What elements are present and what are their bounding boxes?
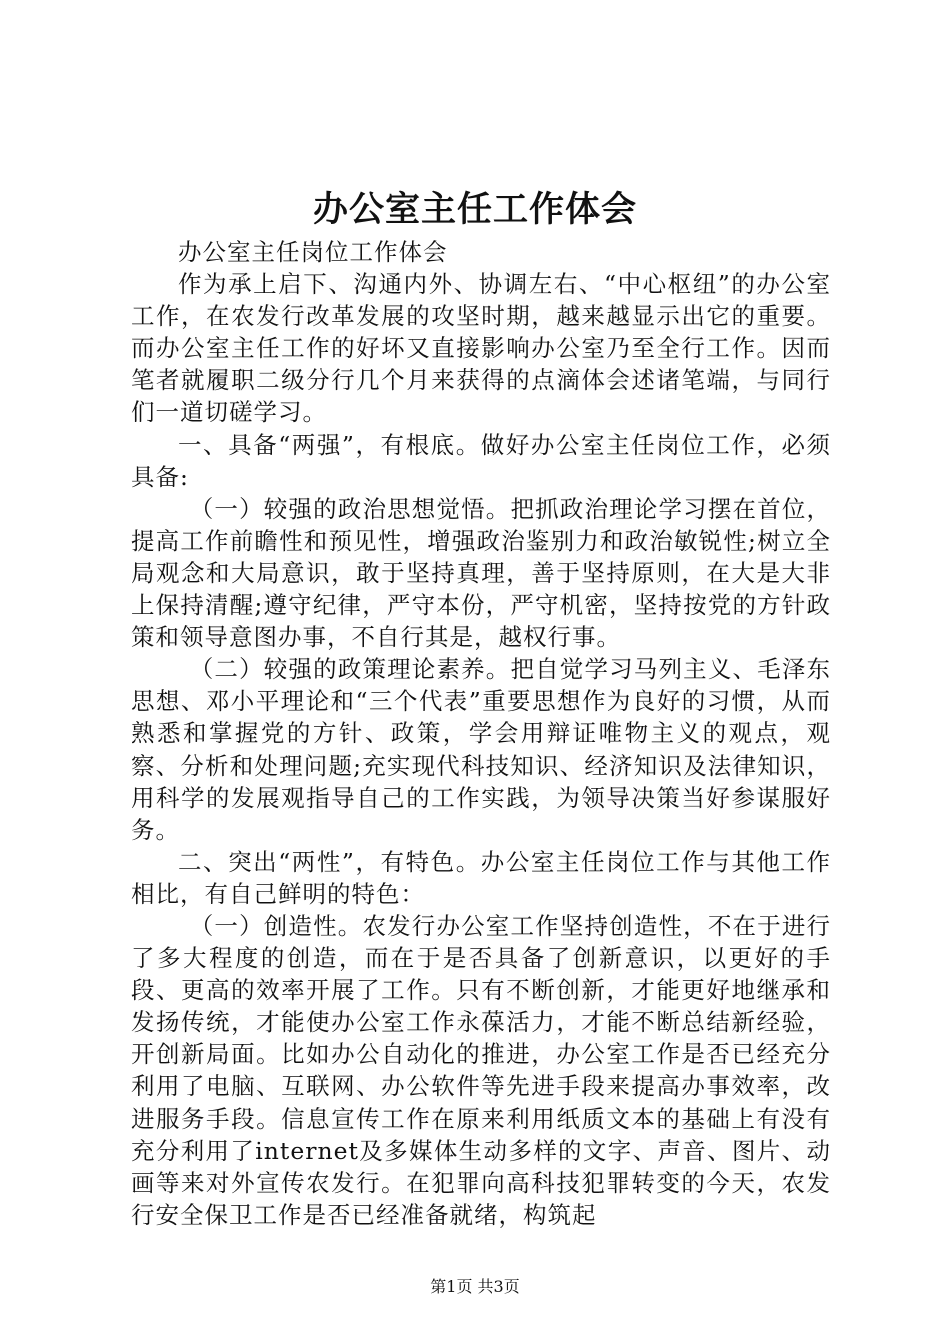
section-one-heading: 一、具备“两强”，有根底。做好办公室主任岗位工作，必须具备: <box>131 430 831 491</box>
section-two-item-one: （一）创造性。农发行办公室工作坚持创造性，不在于进行了多大程度的创造，而在于是否具备了创新意识，以更好的手段、更高的效率开展了工作。只有不断创新，才能更好地继承和发扬传统，才能使办公室工作永葆活力，才能不断总结新经验，开创新局面。比如办公自动化的推进，办公室工作是否已经充分利用了电脑、互联网、办公软件等先进手段来提高办事效率，改进服务手段。信息宣传工作在原来利用纸质文本的基础上有没有充分利用了internet及多媒体生动多样的文字、声音、图片、动画等来对外宣传农发行。在犯罪向高科技犯罪转变的今天，农发行安全保卫工作是否已经准备就绪，构筑起 <box>131 911 831 1229</box>
document-body <box>131 236 831 1231</box>
document-title: 办公室主任工作体会 <box>312 189 637 230</box>
subtitle-paragraph: 办公室主任岗位工作体会 <box>178 238 448 266</box>
section-two-heading: 二、突出“两性”，有特色。办公室主任岗位工作与其他工作相比，有自己鲜明的特色： <box>131 847 831 908</box>
intro-paragraph: 作为承上启下、沟通内外、协调左右、“中心枢纽”的办公室工作，在农发行改革发展的攻坚时期，越来越显示出它的重要。而办公室主任工作的好坏又直接影响办公室乃至全行工作。因而笔者就履职二级分行几个月来获得的点滴体会述诸笔端，与同行们一道切磋学习。 <box>131 270 831 427</box>
section-one-item-two: （二）较强的政策理论素养。把自觉学习马列主义、毛泽东思想、邓小平理论和“三个代表”重要思想作为良好的习惯，从而熟悉和掌握党的方针、政策，学会用辩证唯物主义的观点，观察、分析和处理问题;充实现代科技知识、经济知识及法律知识，用科学的发展观指导自己的工作实践，为领导决策当好参谋服好务。 <box>131 655 831 844</box>
page-number-footer: 第1页 共3页 <box>430 1277 520 1296</box>
section-one-item-one: （一）较强的政治思想觉悟。把抓政治理论学习摆在首位，提高工作前瞻性和预见性，增强政治鉴别力和政治敏锐性;树立全局观念和大局意识，敢于坚持真理，善于坚持原则，在大是大非上保持清醒;遵守纪律，严守本份，严守机密，坚持按党的方针政策和领导意图办事，不自行其是，越权行事。 <box>131 494 831 652</box>
